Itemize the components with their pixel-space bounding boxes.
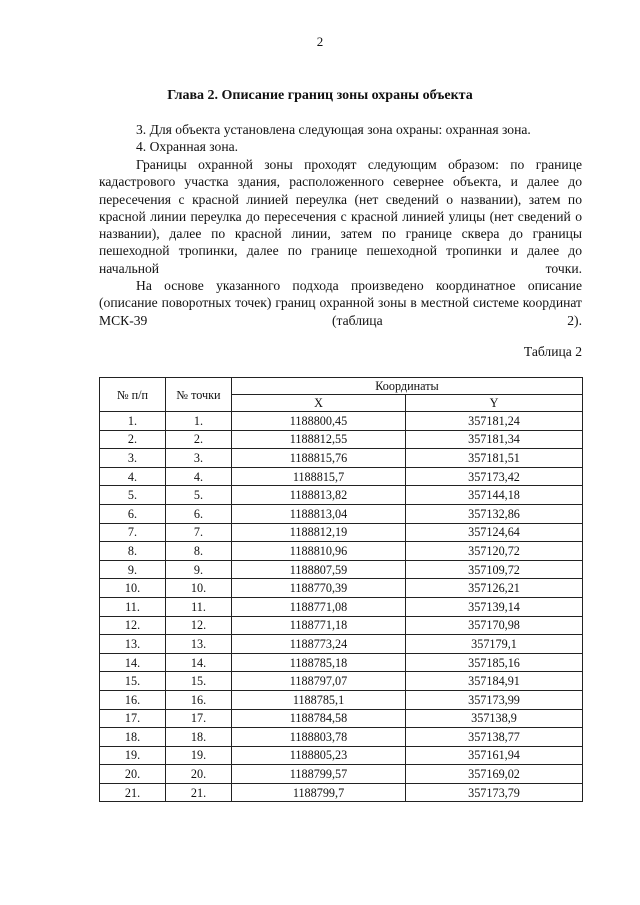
cell-y: 357161,94 [406, 746, 583, 765]
cell-y: 357126,21 [406, 579, 583, 598]
cell-y: 357138,77 [406, 728, 583, 747]
cell-x: 1188812,55 [232, 430, 406, 449]
cell-point: 13. [166, 635, 232, 654]
paragraph-zone-title: 4. Охранная зона. [136, 139, 239, 154]
cell-x: 1188815,76 [232, 449, 406, 468]
cell-x: 1188810,96 [232, 542, 406, 561]
cell-point: 18. [166, 728, 232, 747]
cell-x: 1188784,58 [232, 709, 406, 728]
table-row [100, 523, 583, 542]
cell-num: 3. [100, 449, 166, 468]
cell-x: 1188797,07 [232, 672, 406, 691]
table-row [100, 746, 583, 765]
cell-y: 357144,18 [406, 486, 583, 505]
cell-x: 1188813,04 [232, 504, 406, 523]
cell-y: 357170,98 [406, 616, 583, 635]
cell-point: 11. [166, 597, 232, 616]
cell-x: 1188813,82 [232, 486, 406, 505]
cell-y: 357139,14 [406, 597, 583, 616]
cell-y: 357132,86 [406, 504, 583, 523]
cell-x: 1188812,19 [232, 523, 406, 542]
table-row [100, 486, 583, 505]
cell-point: 21. [166, 783, 232, 802]
cell-y: 357120,72 [406, 542, 583, 561]
table-row [100, 783, 583, 802]
cell-num: 17. [100, 709, 166, 728]
cell-num: 8. [100, 542, 166, 561]
header-x: X [232, 395, 406, 412]
cell-y: 357173,42 [406, 467, 583, 486]
table-row [100, 616, 583, 635]
table-row [100, 579, 583, 598]
cell-point: 14. [166, 653, 232, 672]
cell-num: 11. [100, 597, 166, 616]
cell-point: 2. [166, 430, 232, 449]
paragraph-zone-type: 3. Для объекта установлена следующая зона охраны: охранная зона. [136, 122, 531, 137]
table-caption: Таблица 2 [523, 344, 582, 359]
table-row [100, 690, 583, 709]
cell-y: 357169,02 [406, 765, 583, 784]
header-coordinates: Координаты [232, 378, 583, 395]
page-number: 2 [316, 34, 324, 49]
cell-num: 13. [100, 635, 166, 654]
header-point: № точки [166, 378, 232, 412]
table-row [100, 449, 583, 468]
table-row [100, 467, 583, 486]
table-row [100, 560, 583, 579]
cell-x: 1188771,08 [232, 597, 406, 616]
cell-point: 8. [166, 542, 232, 561]
cell-x: 1188771,18 [232, 616, 406, 635]
cell-x: 1188773,24 [232, 635, 406, 654]
cell-x: 1188785,1 [232, 690, 406, 709]
header-y: Y [406, 395, 583, 412]
cell-point: 17. [166, 709, 232, 728]
cell-y: 357124,64 [406, 523, 583, 542]
cell-num: 21. [100, 783, 166, 802]
coordinates-table [99, 377, 583, 802]
table-row [100, 597, 583, 616]
cell-x: 1188770,39 [232, 579, 406, 598]
table-body [100, 412, 583, 802]
cell-x: 1188807,59 [232, 560, 406, 579]
cell-point: 1. [166, 412, 232, 431]
cell-num: 20. [100, 765, 166, 784]
cell-num: 12. [100, 616, 166, 635]
cell-y: 357185,16 [406, 653, 583, 672]
cell-point: 16. [166, 690, 232, 709]
cell-num: 14. [100, 653, 166, 672]
cell-y: 357173,79 [406, 783, 583, 802]
cell-num: 19. [100, 746, 166, 765]
table-row [100, 412, 583, 431]
cell-y: 357173,99 [406, 690, 583, 709]
cell-x: 1188799,57 [232, 765, 406, 784]
cell-y: 357109,72 [406, 560, 583, 579]
paragraph-coordinate-basis: На основе указанного подхода произведено координатное описание (описание поворотных точек) границ охранной зоны в местной системе координат МСК-39 (таблица 2). [99, 278, 582, 328]
cell-x: 1188800,45 [232, 412, 406, 431]
cell-y: 357181,24 [406, 412, 583, 431]
header-num: № п/п [100, 378, 166, 412]
cell-num: 2. [100, 430, 166, 449]
table-row [100, 672, 583, 691]
cell-point: 6. [166, 504, 232, 523]
cell-y: 357179,1 [406, 635, 583, 654]
cell-y: 357181,34 [406, 430, 583, 449]
cell-point: 7. [166, 523, 232, 542]
table-row [100, 728, 583, 747]
chapter-heading: Глава 2. Описание границ зоны охраны объекта [167, 88, 473, 103]
table-row [100, 635, 583, 654]
table-row [100, 709, 583, 728]
cell-num: 15. [100, 672, 166, 691]
cell-x: 1188799,7 [232, 783, 406, 802]
cell-point: 9. [166, 560, 232, 579]
cell-point: 19. [166, 746, 232, 765]
cell-num: 18. [100, 728, 166, 747]
cell-point: 5. [166, 486, 232, 505]
cell-x: 1188803,78 [232, 728, 406, 747]
table-row [100, 542, 583, 561]
cell-num: 5. [100, 486, 166, 505]
cell-num: 10. [100, 579, 166, 598]
cell-x: 1188815,7 [232, 467, 406, 486]
cell-num: 4. [100, 467, 166, 486]
cell-y: 357181,51 [406, 449, 583, 468]
table-row [100, 653, 583, 672]
cell-num: 1. [100, 412, 166, 431]
table-row [100, 504, 583, 523]
cell-point: 3. [166, 449, 232, 468]
cell-y: 357184,91 [406, 672, 583, 691]
cell-num: 16. [100, 690, 166, 709]
cell-num: 6. [100, 504, 166, 523]
cell-num: 9. [100, 560, 166, 579]
cell-x: 1188785,18 [232, 653, 406, 672]
cell-point: 12. [166, 616, 232, 635]
cell-y: 357138,9 [406, 709, 583, 728]
cell-num: 7. [100, 523, 166, 542]
cell-point: 4. [166, 467, 232, 486]
table-row [100, 430, 583, 449]
cell-x: 1188805,23 [232, 746, 406, 765]
cell-point: 15. [166, 672, 232, 691]
paragraph-boundary-description: Границы охранной зоны проходят следующим образом: по границе кадастрового участка здания, расположенного севернее объекта, и далее до пересечения с красной линией переулка (нет сведений о названии), затем по красной линии переулка до пересечения с красной линией улицы (нет сведений о названии), далее по красной линии, затем по границе сквера до границы пешеходной тропинки, далее по границе пешеходной тропинки и далее до начальной точки. [99, 157, 582, 276]
cell-point: 10. [166, 579, 232, 598]
cell-point: 20. [166, 765, 232, 784]
table-row [100, 765, 583, 784]
